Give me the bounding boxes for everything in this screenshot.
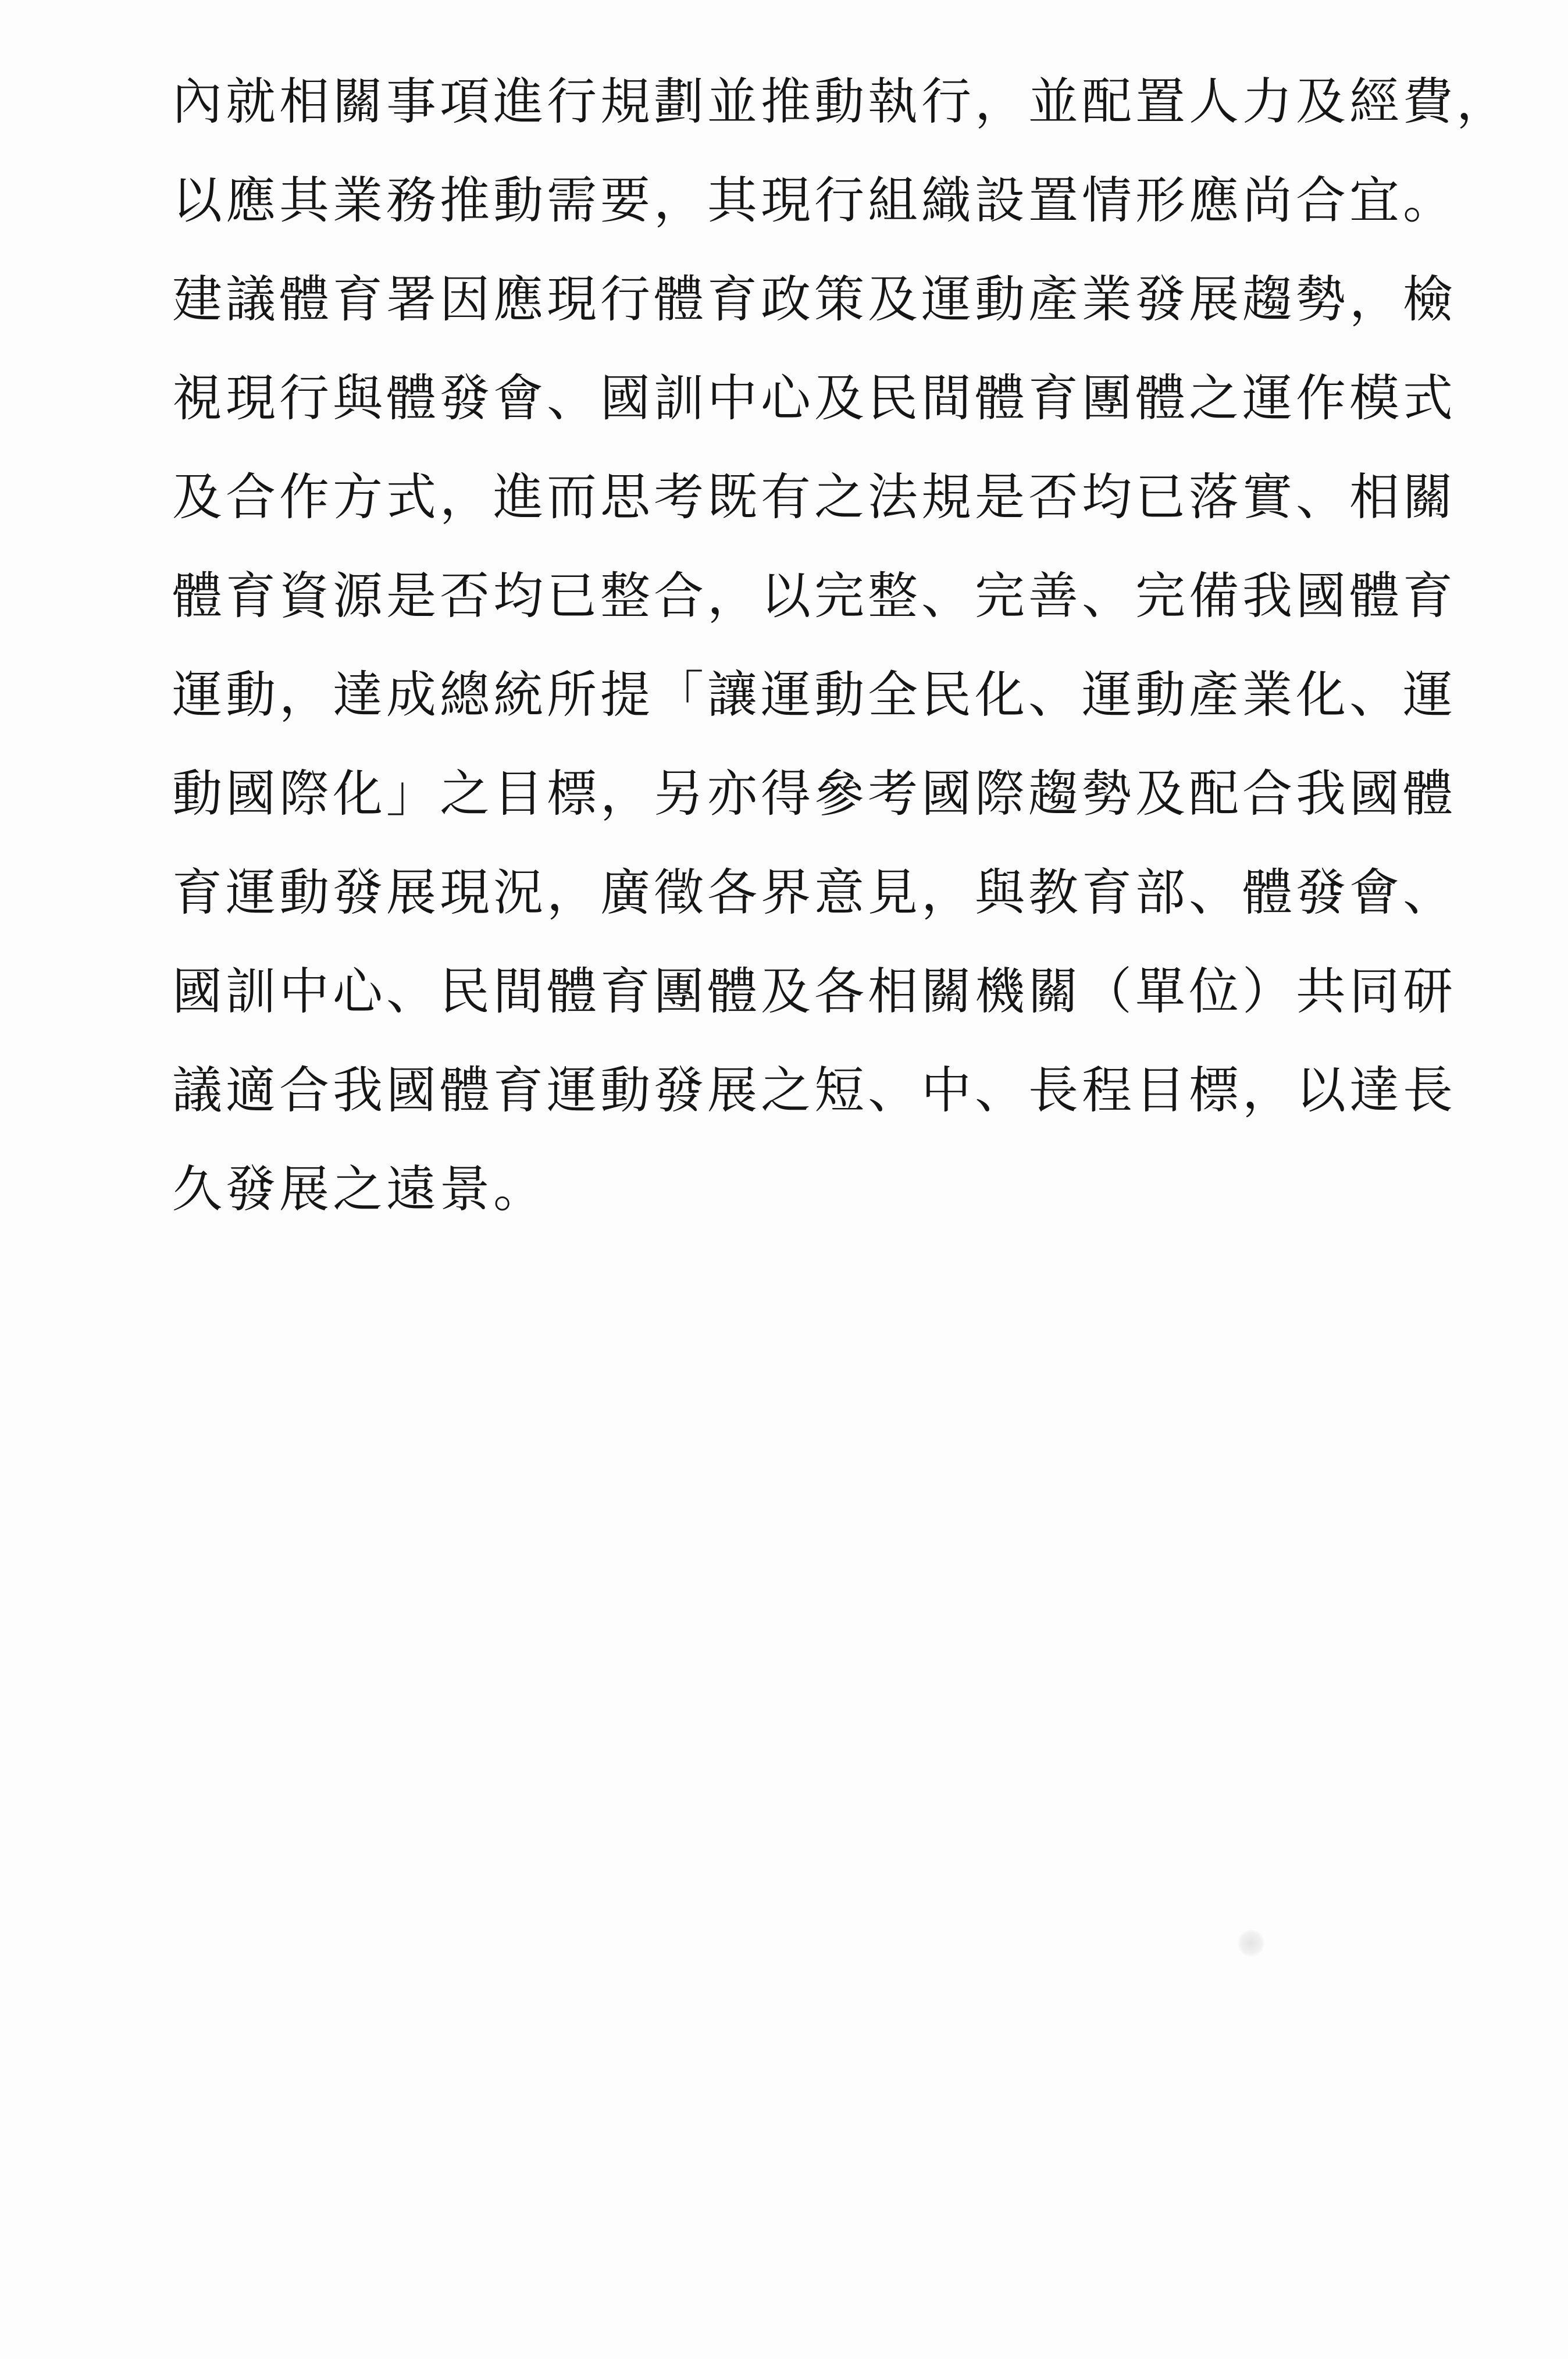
text-line: 運動，達成總統所提「讓運動全民化、運動產業化、運 bbox=[172, 666, 1456, 724]
text-line: 育運動發展現況，廣徵各界意見，與教育部、體發會、 bbox=[172, 864, 1456, 922]
text-line: 國訓中心、民間體育團體及各相關機關（單位）共同研 bbox=[172, 963, 1456, 1021]
text-line: 以應其業務推動需要，其現行組織設置情形應尚合宜。 bbox=[172, 172, 1456, 230]
body-text bbox=[172, 52, 1510, 1239]
text-line: 建議體育署因應現行體育政策及運動產業發展趨勢，檢 bbox=[172, 270, 1456, 329]
text-line: 久發展之遠景。 bbox=[172, 1160, 547, 1218]
text-line: 動國際化」之目標，另亦得參考國際趨勢及配合我國體 bbox=[172, 765, 1456, 823]
scan-speck bbox=[1238, 1930, 1264, 1957]
text-line: 內就相關事項進行規劃並推動執行，並配置人力及經費， bbox=[172, 73, 1510, 131]
text-line: 及合作方式，進而思考既有之法規是否均已落實、相關 bbox=[172, 468, 1456, 526]
text-line: 體育資源是否均已整合，以完整、完善、完備我國體育 bbox=[172, 567, 1456, 625]
text-line: 視現行與體發會、國訓中心及民間體育團體之運作模式 bbox=[172, 369, 1456, 427]
text-line: 議適合我國體育運動發展之短、中、長程目標，以達長 bbox=[172, 1061, 1456, 1120]
